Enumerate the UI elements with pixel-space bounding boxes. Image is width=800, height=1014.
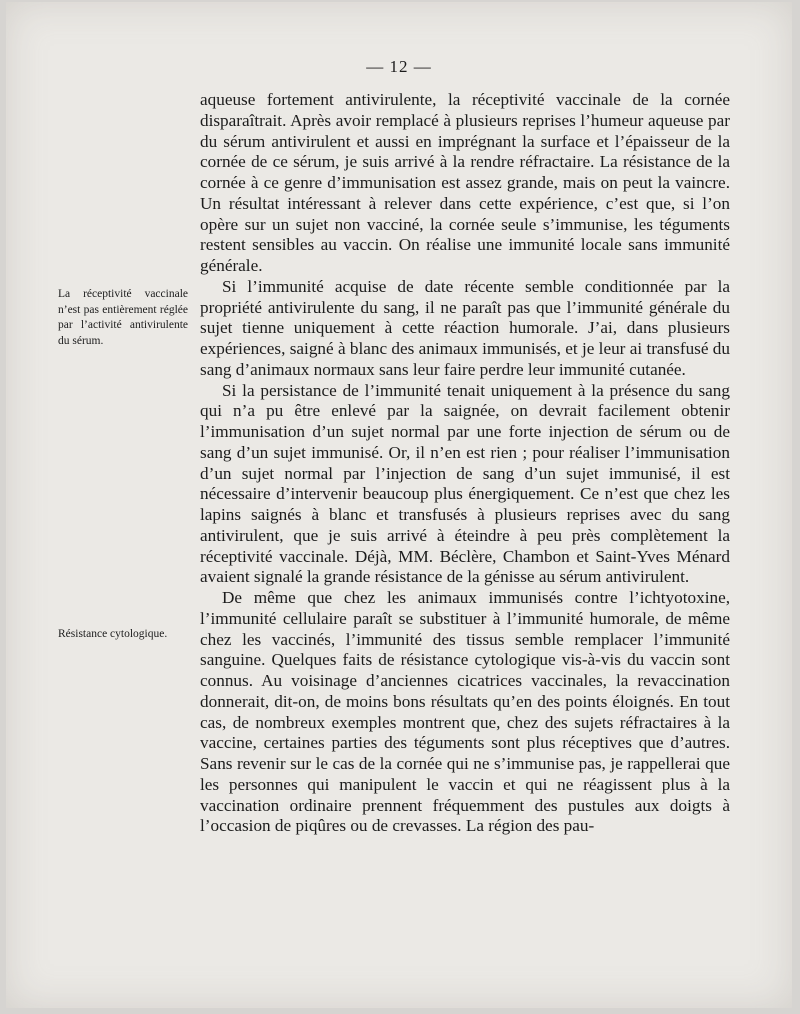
paragraph-continued: aqueuse fortement antivirulente, la réceptivité vaccinale de la cornée disparaîtrait. Après avoir remplacé à plusieurs reprises l’humeur aqueuse par du sérum antivirulent et aussi en imprégnant la surface et l’épaisseur de la cornée de ce sérum, je suis arrivé à la rendre réfractaire. La résistance de la cornée à ce genre d’immunisation est assez grande, mais on peut la vaincre. Un résultat intéressant à relever dans cette expérience, c’est que, si l’on opère sur un sujet non vacciné, la cornée seule s’immunise, les téguments restent sensibles au vaccin. On réalise une immunité locale sans immunité générale. bbox=[200, 90, 730, 275]
paragraph: Si la persistance de l’immunité tenait uniquement à la présence du sang qui n’a pu être enlevé par la saignée, on devrait facilement obtenir l’immunisation d’un sujet normal par une forte injection de sérum ou de sang d’un sujet immunisé. Or, il n’en est rien ; pour réaliser l’immunisation d’un sujet normal par l’injection de sang d’un sujet immunisé, il est nécessaire d’intervenir beaucoup plus énergiquement. Ce n’est que chez les lapins saignés à blanc et transfusés à plusieurs reprises avec du sang antivirulent, que je suis arrivé à éteindre à peu près complètement la réceptivité vaccinale. Déjà, MM. Béclère, Chambon et Saint-Yves Ménard avaient signalé la grande résistance de la génisse au sérum antivirulent. bbox=[200, 380, 730, 587]
paragraph: De même que chez les animaux immunisés contre l’ichtyotoxine, l’immunité cellulaire paraît se substituer à l’immunité humorale, de même chez les vaccinés, l’immunité des tissus semble remplacer l’immunité sanguine. Quelques faits de résistance cytologique vis-à-vis du vaccin sont connus. Au voisinage d’anciennes cicatrices vaccinales, la revaccination donnerait, dit-on, de moins bons résultats qu’en des points éloignés. En tout cas, de nombreux exemples montrent que, chez des sujets réfractaires à la vaccine, certaines parties des téguments sont plus réceptives que d’autres. Sans revenir sur le cas de la cornée qui ne s’immunise pas, je rappellerai que les personnes qui manipulent le vaccin et qui ne réagissent plus à la vaccination ordinaire prennent fréquemment des pustules aux doigts à l’occasion de piqûres ou de crevasses. La région des pau- bbox=[200, 588, 730, 836]
paragraph: Si l’immunité acquise de date récente semble conditionnée par la propriété antivirulente du sang, il ne paraît pas que l’immunité générale du sujet tienne uniquement à cette réaction humorale. J’ai, dans plusieurs expériences, saigné à blanc des animaux immunisés, et je leur ai transfusé du sang d’animaux normaux sans leur faire perdre leur immunité cutanée. bbox=[200, 276, 730, 379]
book-page bbox=[6, 2, 792, 1008]
margin-note-receptivity: La réceptivité vaccinale n’est pas entièrement réglée par l’activité antivirulente du sérum. bbox=[58, 288, 188, 347]
main-text-column bbox=[200, 90, 730, 837]
margin-note-cytologic-resistance: Résistance cytologique. bbox=[58, 628, 168, 640]
page-number: — 12 — bbox=[366, 57, 432, 76]
